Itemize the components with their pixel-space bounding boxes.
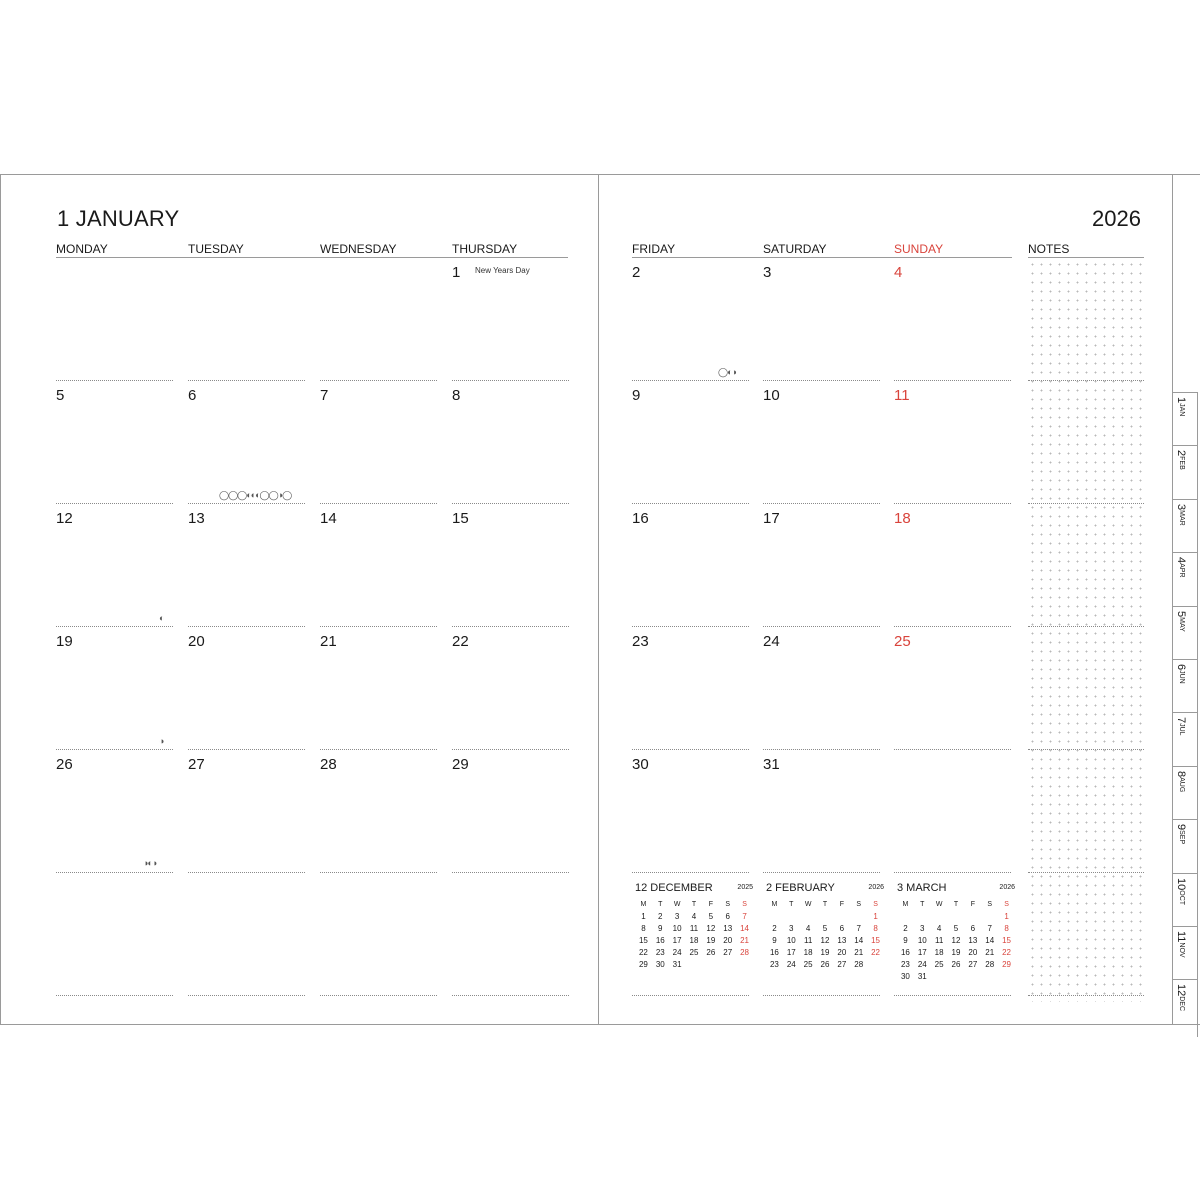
mini-date: 14: [740, 924, 750, 933]
holiday-label: New Years Day: [475, 266, 530, 275]
mini-weekday: S: [725, 901, 731, 908]
day-cell-monday[interactable]: [56, 873, 173, 996]
mini-date: 22: [638, 948, 648, 957]
month-tab-label: [1175, 504, 1187, 526]
mini-calendar-grid: [766, 900, 884, 970]
mini-weekday: T: [658, 901, 663, 908]
mini-date: [833, 912, 850, 922]
month-tab-abbr: SEP: [1178, 830, 1185, 845]
day-cell-tuesday[interactable]: [188, 627, 305, 750]
day-cell-thursday[interactable]: [452, 750, 569, 873]
date-number: 3: [763, 264, 772, 281]
month-tab-abbr: MAR: [1178, 509, 1185, 526]
mini-date: 13: [723, 924, 733, 933]
mini-date: 29: [638, 960, 648, 969]
day-cell-monday[interactable]: [56, 381, 173, 504]
day-cell-monday[interactable]: [56, 627, 173, 750]
date-number: 18: [894, 510, 911, 527]
mini-date: [931, 972, 948, 982]
day-cell-wednesday[interactable]: [320, 873, 437, 996]
mini-date: 7: [742, 912, 747, 921]
mini-date: 18: [803, 948, 813, 957]
mini-date: 24: [786, 960, 796, 969]
mini-date: 23: [769, 960, 779, 969]
month-tab[interactable]: [1172, 606, 1198, 664]
mini-weekday: S: [873, 901, 878, 908]
month-tab-label: [1175, 717, 1187, 736]
mini-date: 28: [985, 960, 995, 969]
notes-divider: [1028, 503, 1144, 504]
mini-weekday: T: [691, 901, 697, 908]
mini-date: 5: [708, 912, 714, 921]
day-cell-monday[interactable]: [56, 258, 173, 381]
day-cell-sunday[interactable]: [894, 627, 1011, 750]
mini-date: 29: [1002, 960, 1012, 969]
month-tab[interactable]: [1172, 445, 1198, 503]
mini-weekday: F: [708, 901, 713, 908]
mini-date: 11: [934, 936, 944, 945]
mini-weekday: M: [640, 901, 647, 908]
mini-date: 25: [934, 960, 944, 969]
mini-date: 17: [672, 936, 682, 945]
mini-date: [948, 912, 965, 922]
mini-date: 15: [638, 936, 648, 945]
day-cell-thursday[interactable]: [452, 873, 569, 996]
month-tab-abbr: APR: [1178, 563, 1185, 578]
mini-date: 14: [985, 936, 995, 945]
day-cell-tuesday[interactable]: [188, 750, 305, 873]
mini-date: [964, 972, 981, 982]
mini-date: 11: [689, 924, 699, 933]
mini-calendar-title: 3 MARCH: [897, 882, 947, 894]
month-tab-number: 6: [1175, 664, 1187, 671]
date-number: 9: [632, 387, 641, 404]
mini-date: 30: [900, 972, 910, 981]
day-cell-thursday[interactable]: [452, 381, 569, 504]
month-tab-abbr: JUL: [1178, 723, 1185, 736]
mini-date: 28: [740, 948, 750, 957]
day-cell-wednesday[interactable]: [320, 381, 437, 504]
mini-date: 26: [706, 948, 716, 957]
mini-date: [867, 960, 884, 970]
mini-date: 2: [772, 924, 777, 933]
mini-date: 30: [655, 960, 665, 969]
date-number: 12: [56, 510, 73, 527]
mini-date: 19: [820, 948, 830, 957]
day-cell-tuesday[interactable]: [188, 258, 305, 381]
mini-date: 20: [837, 948, 847, 957]
month-tab-label: [1175, 664, 1187, 684]
mini-date: 24: [917, 960, 927, 969]
day-cell-thursday[interactable]: [452, 627, 569, 750]
mini-calendar-title: 2 FEBRUARY: [766, 882, 835, 894]
date-number: 27: [188, 756, 205, 773]
mini-date: 12: [706, 924, 716, 933]
day-cell-monday[interactable]: [56, 750, 173, 873]
date-number: 4: [894, 264, 903, 281]
date-number: 26: [56, 756, 73, 773]
mini-date: 3: [920, 924, 925, 933]
day-cell-tuesday[interactable]: [188, 504, 305, 627]
day-cell-saturday[interactable]: [763, 381, 880, 504]
date-number: 30: [632, 756, 649, 773]
month-tab-label: [1175, 450, 1187, 470]
mini-date: 19: [706, 936, 716, 945]
mini-date: 2: [903, 924, 908, 933]
day-cell-tuesday[interactable]: [188, 381, 305, 504]
month-tab-number: 5: [1175, 610, 1187, 617]
mini-date: 3: [789, 924, 794, 933]
day-cell-friday[interactable]: [632, 504, 749, 627]
day-cell-wednesday[interactable]: [320, 504, 437, 627]
mini-date: 24: [672, 948, 682, 957]
mini-weekday: F: [839, 901, 844, 908]
mini-date: 8: [1004, 924, 1009, 933]
month-tab-number: 2: [1175, 450, 1187, 457]
mini-date: 28: [854, 960, 864, 969]
mini-date: 23: [900, 960, 910, 969]
month-tab[interactable]: [1172, 392, 1198, 450]
mini-date: 4: [936, 924, 942, 933]
mini-date: 15: [1002, 936, 1012, 945]
day-cell-sunday[interactable]: [894, 258, 1011, 381]
mini-calendar-grid: [635, 900, 753, 970]
planner-content: [0, 174, 1200, 1025]
mini-date: 16: [769, 948, 779, 957]
mini-date: 10: [786, 936, 796, 945]
mini-date: 4: [805, 924, 811, 933]
month-tab-number: 4: [1175, 557, 1187, 564]
mini-date: 1: [1004, 912, 1009, 921]
mini-date: 26: [951, 960, 961, 969]
date-number: 11: [894, 387, 910, 404]
day-cell-thursday[interactable]: [452, 504, 569, 627]
month-tab-label: [1175, 931, 1187, 958]
notes-divider: [1028, 380, 1144, 381]
year-title: 2026: [1092, 206, 1141, 231]
date-number: 7: [320, 387, 329, 404]
month-tab[interactable]: [1172, 873, 1198, 931]
mini-date: 4: [691, 912, 697, 921]
month-tab-label: [1175, 557, 1187, 578]
mini-date: [766, 912, 783, 922]
mini-date: [981, 912, 998, 922]
month-tab-label: [1175, 611, 1187, 632]
cell-divider: [763, 995, 880, 996]
mini-date: 9: [658, 924, 663, 933]
day-cell-friday[interactable]: [632, 381, 749, 504]
month-tab-abbr: NOV: [1178, 942, 1185, 958]
mini-date: 6: [725, 912, 730, 921]
day-cell-sunday[interactable]: [894, 381, 1011, 504]
mini-date: 11: [803, 936, 813, 945]
mini-date: [948, 972, 965, 982]
mini-date: 21: [854, 948, 864, 957]
header-friday: FRIDAY: [632, 242, 676, 256]
date-number: 1: [452, 264, 461, 281]
mini-weekday: W: [935, 901, 943, 908]
date-number: 20: [188, 633, 205, 650]
day-cell-wednesday[interactable]: [320, 627, 437, 750]
mini-weekday: W: [673, 901, 681, 908]
header-sunday: SUNDAY: [894, 242, 944, 256]
moon-phase-icon: ◑: [159, 736, 164, 746]
day-cell-saturday[interactable]: [763, 750, 880, 873]
mini-date: 18: [689, 936, 699, 945]
mini-date: 22: [1002, 948, 1012, 957]
mini-date: [686, 960, 703, 970]
mini-calendar-year: 2026: [999, 884, 1015, 891]
month-tab-abbr: DEC: [1178, 996, 1185, 1012]
mini-weekday: M: [771, 901, 778, 908]
mini-date: [914, 912, 931, 922]
month-tab[interactable]: [1172, 499, 1198, 557]
mini-date: 19: [951, 948, 961, 957]
mini-date: 31: [672, 960, 682, 969]
mini-weekday: T: [920, 901, 925, 908]
mini-date: [783, 912, 800, 922]
date-number: 28: [320, 756, 337, 773]
date-number: 5: [56, 387, 65, 404]
notes-divider: [1028, 626, 1144, 627]
mini-date: [998, 972, 1015, 982]
month-tab-number: 12: [1175, 984, 1187, 997]
mini-weekday: S: [1004, 901, 1009, 908]
day-cell-sunday[interactable]: [894, 504, 1011, 627]
day-cell-sunday[interactable]: [894, 750, 1011, 873]
mini-calendar-grid: [897, 900, 1015, 982]
header-monday: MONDAY: [56, 242, 108, 256]
mini-date: [897, 912, 914, 922]
mini-date: 25: [689, 948, 699, 957]
month-tab-label: [1175, 771, 1187, 792]
mini-date: 27: [723, 948, 733, 957]
mini-weekday: T: [789, 901, 794, 908]
date-number: 22: [452, 633, 469, 650]
date-number: 31: [763, 756, 780, 773]
mini-date: 17: [917, 948, 927, 957]
mini-date: 2: [658, 912, 663, 921]
mini-date: 6: [839, 924, 845, 933]
day-cell-friday[interactable]: [632, 627, 749, 750]
mini-calendar-title: 12 DECEMBER: [635, 882, 713, 894]
mini-date: 13: [837, 936, 847, 945]
mini-date: 8: [873, 924, 878, 933]
day-cell-friday[interactable]: [632, 258, 749, 381]
month-tab-number: 3: [1175, 503, 1187, 510]
month-tab[interactable]: [1172, 926, 1198, 984]
cell-divider: [894, 995, 1011, 996]
mini-date: 5: [953, 924, 959, 933]
mini-date: 31: [917, 972, 927, 981]
date-number: 6: [188, 387, 197, 404]
mini-date: 10: [917, 936, 927, 945]
mini-date: [981, 972, 998, 982]
mini-date: 7: [987, 924, 992, 933]
moon-phase-icon: ◑◐◑: [143, 858, 157, 868]
mini-weekday: T: [822, 901, 828, 908]
mini-date: 1: [641, 912, 646, 921]
mini-date: 6: [970, 924, 976, 933]
date-number: 14: [320, 510, 337, 527]
mini-date: 20: [723, 936, 733, 945]
header-notes: NOTES: [1028, 242, 1070, 256]
date-number: 10: [763, 387, 780, 404]
day-cell-tuesday[interactable]: [188, 873, 305, 996]
mini-weekday: S: [856, 901, 862, 908]
mini-date: 3: [674, 912, 680, 921]
mini-date: [931, 912, 948, 922]
mini-date: [702, 960, 719, 970]
month-tab-abbr: JAN: [1178, 403, 1185, 417]
mini-date: 16: [655, 936, 665, 945]
header-thursday: THURSDAY: [452, 242, 518, 256]
mini-date: 22: [871, 948, 881, 957]
moon-phase-icon: ◐: [159, 613, 164, 623]
cell-divider: [320, 995, 437, 996]
mini-weekday: M: [902, 901, 909, 908]
month-tab-number: 8: [1175, 770, 1187, 777]
month-tab-number: 10: [1175, 877, 1187, 890]
mini-date: [850, 912, 867, 922]
header-tuesday: TUESDAY: [188, 242, 244, 256]
mini-date: 12: [820, 936, 830, 945]
mini-date: [800, 912, 817, 922]
mini-weekday: F: [970, 901, 975, 908]
day-cell-monday[interactable]: [56, 504, 173, 627]
moon-phase-icon: ◯◐◑: [718, 367, 736, 377]
month-tab-label: [1175, 824, 1187, 844]
mini-weekday: T: [953, 901, 959, 908]
mini-date: 9: [903, 936, 908, 945]
month-tab-abbr: OCT: [1178, 889, 1185, 905]
moon-phase-icon: ◯◯◯◐◐◐◯◯◑◯: [219, 490, 292, 500]
date-number: 17: [763, 510, 780, 527]
notes-divider: [1028, 995, 1144, 996]
date-number: 15: [452, 510, 469, 527]
month-tab[interactable]: [1172, 979, 1198, 1037]
mini-date: 18: [934, 948, 944, 957]
date-number: 13: [188, 510, 205, 527]
notes-divider: [1028, 872, 1144, 873]
mini-date: 27: [968, 960, 978, 969]
mini-date: 14: [854, 936, 864, 945]
date-number: 23: [632, 633, 649, 650]
mini-date: 23: [655, 948, 665, 957]
mini-weekday: S: [987, 901, 993, 908]
date-number: 29: [452, 756, 469, 773]
date-number: 21: [320, 633, 337, 650]
mini-date: 20: [968, 948, 978, 957]
month-tab-abbr: JUN: [1178, 670, 1185, 684]
mini-date: 25: [803, 960, 813, 969]
month-tab-number: 9: [1175, 824, 1187, 831]
mini-date: 8: [641, 924, 646, 933]
mini-date: [719, 960, 736, 970]
month-title: 1 JANUARY: [57, 206, 180, 231]
notes-divider: [1028, 749, 1144, 750]
date-number: 2: [632, 264, 641, 281]
month-tab-label: [1175, 397, 1187, 416]
notes-dot-grid[interactable]: [1028, 260, 1144, 1002]
mini-date: 17: [786, 948, 796, 957]
cell-divider: [452, 995, 569, 996]
date-number: 16: [632, 510, 649, 527]
date-number: 19: [56, 633, 73, 650]
cell-divider: [632, 995, 749, 996]
month-tab-number: 7: [1175, 717, 1187, 724]
day-cell-friday[interactable]: [632, 750, 749, 873]
day-cell-saturday[interactable]: [763, 258, 880, 381]
month-tab[interactable]: [1172, 819, 1198, 877]
mini-date: 15: [871, 936, 881, 945]
day-cell-saturday[interactable]: [763, 504, 880, 627]
month-tab-abbr: AUG: [1178, 776, 1185, 793]
day-cell-wednesday[interactable]: [320, 750, 437, 873]
mini-calendar-year: 2025: [737, 884, 753, 891]
mini-date: 10: [672, 924, 682, 933]
mini-date: 16: [900, 948, 910, 957]
day-cell-wednesday[interactable]: [320, 258, 437, 381]
mini-weekday: W: [804, 901, 812, 908]
mini-date: 1: [873, 912, 878, 921]
mini-calendar-year: 2026: [868, 884, 884, 891]
header-rule-notes: [1028, 257, 1144, 258]
header-saturday: SATURDAY: [763, 242, 827, 256]
mini-date: 7: [856, 924, 861, 933]
mini-date: 27: [837, 960, 847, 969]
month-tab[interactable]: [1172, 766, 1198, 824]
mini-date: 21: [740, 936, 750, 945]
mini-date: [736, 960, 753, 970]
date-number: 25: [894, 633, 911, 650]
month-tab[interactable]: [1172, 659, 1198, 717]
date-number: 8: [452, 387, 461, 404]
month-tab-abbr: MAY: [1178, 616, 1185, 632]
month-tab-abbr: FEB: [1178, 456, 1185, 471]
month-tab[interactable]: [1172, 712, 1198, 770]
cell-divider: [56, 995, 173, 996]
month-tab[interactable]: [1172, 552, 1198, 610]
mini-weekday: S: [742, 901, 747, 908]
header-wednesday: WEDNESDAY: [320, 242, 397, 256]
mini-date: 21: [985, 948, 995, 957]
day-cell-thursday[interactable]: [452, 258, 569, 381]
mini-date: 5: [822, 924, 828, 933]
mini-date: 26: [820, 960, 830, 969]
month-tab-number: 1: [1175, 397, 1187, 404]
mini-date: [817, 912, 834, 922]
mini-date: [964, 912, 981, 922]
day-cell-saturday[interactable]: [763, 627, 880, 750]
month-tab-label: [1175, 984, 1187, 1011]
mini-date: 9: [772, 936, 777, 945]
cell-divider: [188, 995, 305, 996]
month-tab-label: [1175, 878, 1187, 905]
mini-date: 13: [968, 936, 978, 945]
mini-date: 12: [951, 936, 961, 945]
date-number: 24: [763, 633, 780, 650]
month-tab-number: 11: [1175, 931, 1187, 943]
